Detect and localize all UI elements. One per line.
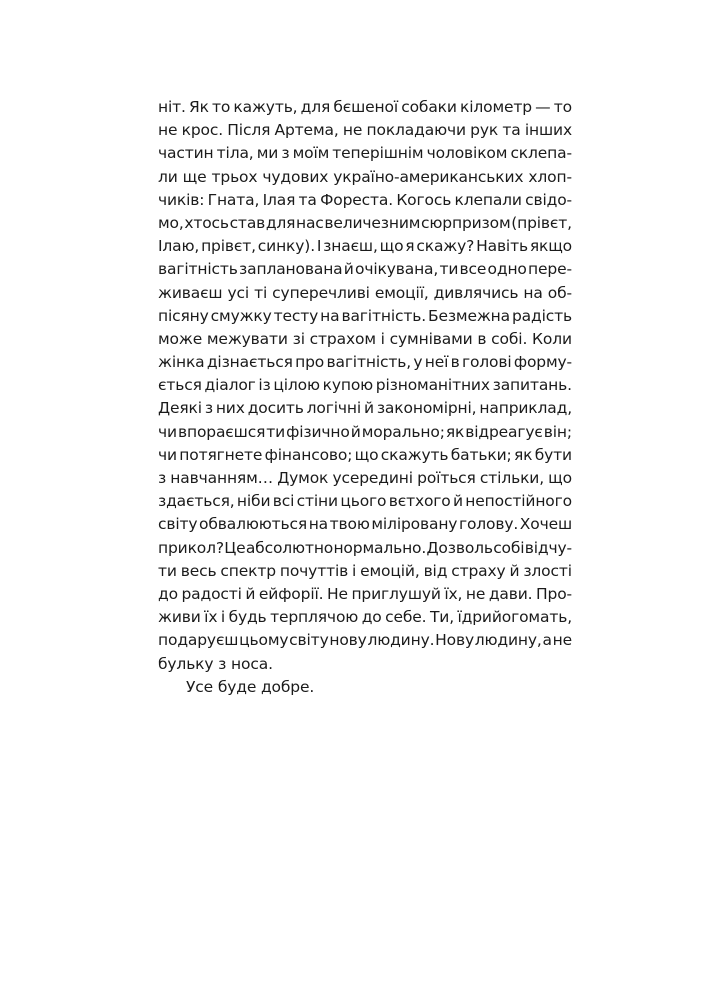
word: й <box>453 492 463 511</box>
text-line <box>158 374 572 397</box>
word: й <box>245 584 256 603</box>
word: Не <box>326 584 348 603</box>
word: їдрийогомать, <box>457 608 572 627</box>
body-text <box>158 96 572 699</box>
word: й <box>350 422 361 441</box>
text-line <box>158 166 572 189</box>
text-line <box>158 397 572 420</box>
word: чи <box>158 422 177 441</box>
word: не <box>552 631 572 650</box>
word: хлоп- <box>528 167 572 186</box>
word: ті <box>254 283 268 302</box>
word: та <box>298 190 317 209</box>
word: них <box>215 399 245 418</box>
text-line <box>158 444 572 467</box>
word: Думок <box>277 469 329 487</box>
word: весь <box>180 561 217 580</box>
word: одно <box>487 260 527 279</box>
word: й <box>363 399 374 418</box>
word: для <box>300 98 331 116</box>
word: твою <box>329 515 370 534</box>
text-line <box>158 96 572 119</box>
word: обвалюються <box>199 515 308 534</box>
text-line <box>158 328 572 351</box>
word: закономірні, <box>376 399 477 418</box>
word: до <box>158 584 178 603</box>
word: в <box>477 329 487 348</box>
word: як <box>445 422 465 441</box>
text-line <box>158 490 572 513</box>
word: живи <box>158 608 201 627</box>
word: досить <box>247 399 304 418</box>
word: про <box>295 353 325 372</box>
word: себе. <box>385 608 427 627</box>
word: Фореста. <box>320 190 394 209</box>
word: почуттів <box>279 561 349 580</box>
word: бєшеної <box>333 98 399 116</box>
word: сумнівами <box>389 329 473 348</box>
word: вагітність, <box>326 353 412 372</box>
text-line <box>158 513 572 536</box>
word: кілометр <box>460 98 532 116</box>
word: здається, <box>158 492 235 511</box>
word: нормально. <box>333 538 427 557</box>
word: І <box>316 237 322 256</box>
word: собі <box>493 538 525 557</box>
word: голову. <box>458 515 519 534</box>
word: що <box>548 469 572 487</box>
word: ти <box>158 561 177 580</box>
word: очікувана, <box>355 260 439 279</box>
word: дізнається <box>206 353 293 372</box>
word: мо, <box>158 213 184 232</box>
word: фінансово; <box>264 445 353 464</box>
word: Дозволь <box>426 538 493 557</box>
text-line <box>158 421 572 444</box>
word: їх, <box>444 584 463 603</box>
word: моїм <box>292 144 330 163</box>
word: Когось <box>396 190 452 209</box>
word: жінка <box>158 353 205 372</box>
word: форму- <box>513 353 572 372</box>
word: не <box>342 121 363 140</box>
word: цілою <box>273 376 320 395</box>
word: і <box>352 561 357 580</box>
word: якщо <box>529 237 572 256</box>
word: Нову <box>435 631 475 650</box>
word: та <box>502 121 521 140</box>
word: а <box>542 631 552 650</box>
word: непостійного <box>465 492 572 511</box>
word: голові <box>461 353 512 372</box>
word: не <box>465 584 486 603</box>
word: не <box>158 121 178 140</box>
word: міліровану <box>371 515 458 534</box>
word: навчанням… <box>170 469 273 487</box>
paragraph-main <box>158 96 572 676</box>
word: і <box>380 329 385 348</box>
word: запитань. <box>492 376 572 395</box>
word: чоловіком <box>426 144 508 163</box>
word: ти <box>266 422 286 441</box>
word: склепа- <box>510 144 572 163</box>
word: синку). <box>257 237 315 256</box>
word: спектр <box>220 561 276 580</box>
word: цього <box>340 492 387 511</box>
word: наприклад, <box>479 399 572 418</box>
word: батьки; <box>450 445 512 464</box>
word: Коли <box>532 329 572 348</box>
word: що <box>354 445 379 464</box>
word: частин <box>158 144 214 163</box>
word: інших <box>524 121 572 140</box>
word: в <box>450 353 460 372</box>
word: Про- <box>536 584 572 603</box>
word: знаєш, <box>323 237 378 256</box>
word: для <box>265 213 296 232</box>
word: собі. <box>491 329 528 348</box>
text-line <box>158 537 572 560</box>
word: стіни <box>296 492 338 511</box>
text-line <box>158 629 572 652</box>
text-line <box>158 467 572 490</box>
word: Ілая <box>262 190 296 209</box>
word: Артема, <box>274 121 339 140</box>
word: світу <box>158 515 198 534</box>
word: то <box>212 98 231 116</box>
word: фізично <box>286 422 350 441</box>
word: Безмежна <box>427 306 511 325</box>
word: тесту <box>273 306 319 325</box>
word: собаки <box>401 98 457 116</box>
word: ми <box>256 144 279 163</box>
text-line <box>158 653 572 676</box>
word: клепали <box>454 190 522 209</box>
word: як <box>513 445 533 464</box>
word: відреагує <box>465 422 543 441</box>
text-line <box>158 119 572 142</box>
word: пісяну <box>158 306 209 325</box>
word: ти <box>439 260 459 279</box>
text-line <box>158 282 572 305</box>
word: Це <box>224 538 246 557</box>
word: чи <box>158 445 177 464</box>
word: купою <box>322 376 374 395</box>
word: сюрпризом <box>421 213 511 232</box>
word: з <box>281 144 290 163</box>
word: скажуть <box>380 445 449 464</box>
word: і <box>220 608 226 627</box>
word: впораєшся <box>177 422 266 441</box>
word: кажуть, <box>233 98 298 116</box>
word: вагітність. <box>341 306 426 325</box>
word: емоції, <box>374 283 429 302</box>
word: відчу- <box>524 538 572 557</box>
word: він; <box>543 422 572 441</box>
word: що <box>379 237 404 256</box>
word: нас <box>295 213 324 232</box>
word: величезним <box>324 213 421 232</box>
word: людину. <box>367 631 435 650</box>
word: до <box>361 608 382 627</box>
text-line <box>158 142 572 165</box>
word: Гната, <box>207 190 260 209</box>
word: Навіть <box>476 237 528 256</box>
word: всі <box>272 492 295 511</box>
text-line <box>158 189 572 212</box>
word: на <box>320 306 340 325</box>
line-text: бульку з носа. <box>158 654 273 673</box>
word: радість <box>511 306 572 325</box>
word: неї <box>424 353 449 372</box>
word: діалог <box>204 376 256 395</box>
word: Хочеш <box>519 515 572 534</box>
word: стільки, <box>479 469 544 487</box>
word: подаруєш <box>158 631 239 650</box>
word: бути <box>534 445 572 464</box>
word: з <box>158 469 167 487</box>
word: покладаючи <box>366 121 466 140</box>
word: страхом <box>309 329 376 348</box>
word: тіла, <box>216 144 254 163</box>
word: у <box>413 353 423 372</box>
word: (прівєт, <box>511 213 572 232</box>
word: злості <box>523 561 572 580</box>
word: з <box>204 399 213 418</box>
word: терплячою <box>270 608 359 627</box>
word: людину, <box>474 631 542 650</box>
word: запланована <box>239 260 343 279</box>
word: й <box>509 561 520 580</box>
word: на <box>523 283 543 302</box>
text-line <box>158 606 572 629</box>
word: україно-американських <box>333 167 524 186</box>
word: ще <box>182 167 207 186</box>
word: може <box>158 329 203 348</box>
line-text: Усе буде добре. <box>186 677 315 696</box>
word: Після <box>227 121 271 140</box>
text-line <box>158 235 572 258</box>
word: крос. <box>181 121 224 140</box>
word: зі <box>292 329 305 348</box>
word: чудових <box>262 167 329 186</box>
text-line <box>158 305 572 328</box>
word: смужку <box>210 306 272 325</box>
word: від <box>423 561 448 580</box>
word: то <box>553 98 572 116</box>
text-line <box>158 560 572 583</box>
word: все <box>459 260 487 279</box>
word: нову <box>329 631 367 650</box>
word: межувати <box>206 329 288 348</box>
word: Ілаю, <box>158 237 200 256</box>
word: потягнете <box>179 445 263 464</box>
word: чиків: <box>158 190 205 209</box>
word: рук <box>470 121 499 140</box>
word: прівєт, <box>201 237 256 256</box>
word: скажу? <box>416 237 475 256</box>
word: свідо- <box>525 190 572 209</box>
word: світу <box>289 631 329 650</box>
word: усі <box>227 283 250 302</box>
word: став <box>229 213 266 232</box>
word: ніт. <box>158 98 186 116</box>
word: Деякі <box>158 399 202 418</box>
word: усередині <box>332 469 413 487</box>
word: будь <box>228 608 267 627</box>
word: страху <box>451 561 506 580</box>
text-line <box>158 583 572 606</box>
word: дивлячись <box>433 283 519 302</box>
word: вєтхого <box>388 492 451 511</box>
word: радості <box>181 584 242 603</box>
word: вагітність <box>158 260 238 279</box>
text-line <box>158 676 572 699</box>
word: цьому <box>239 631 289 650</box>
word: ніби <box>236 492 271 511</box>
word: ється <box>158 376 202 395</box>
word: ли <box>158 167 178 186</box>
text-line <box>158 212 572 235</box>
word: теперішнім <box>332 144 424 163</box>
word: хтось <box>184 213 229 232</box>
word: й <box>343 260 354 279</box>
word: трьох <box>211 167 258 186</box>
word: Ти, <box>429 608 454 627</box>
word: роїться <box>417 469 476 487</box>
word: я <box>405 237 415 256</box>
word: із <box>258 376 271 395</box>
word: суперечливі <box>272 283 370 302</box>
word: емоцій, <box>360 561 420 580</box>
word: Як <box>188 98 209 116</box>
word: об- <box>547 283 572 302</box>
text-line <box>158 258 572 281</box>
word: прикол? <box>158 538 224 557</box>
word: ейфорії. <box>258 584 324 603</box>
word: живаєш <box>158 283 223 302</box>
word: — <box>535 98 551 116</box>
paragraph-closing <box>158 676 572 699</box>
word: приглушуй <box>351 584 441 603</box>
word: на <box>308 515 329 534</box>
word: абсолютно <box>245 538 334 557</box>
word: пере- <box>528 260 572 279</box>
word: дави. <box>488 584 533 603</box>
text-line <box>158 351 572 374</box>
word: різноманітних <box>375 376 490 395</box>
word: логічні <box>306 399 362 418</box>
word: їх <box>204 608 218 627</box>
word: морально; <box>361 422 445 441</box>
